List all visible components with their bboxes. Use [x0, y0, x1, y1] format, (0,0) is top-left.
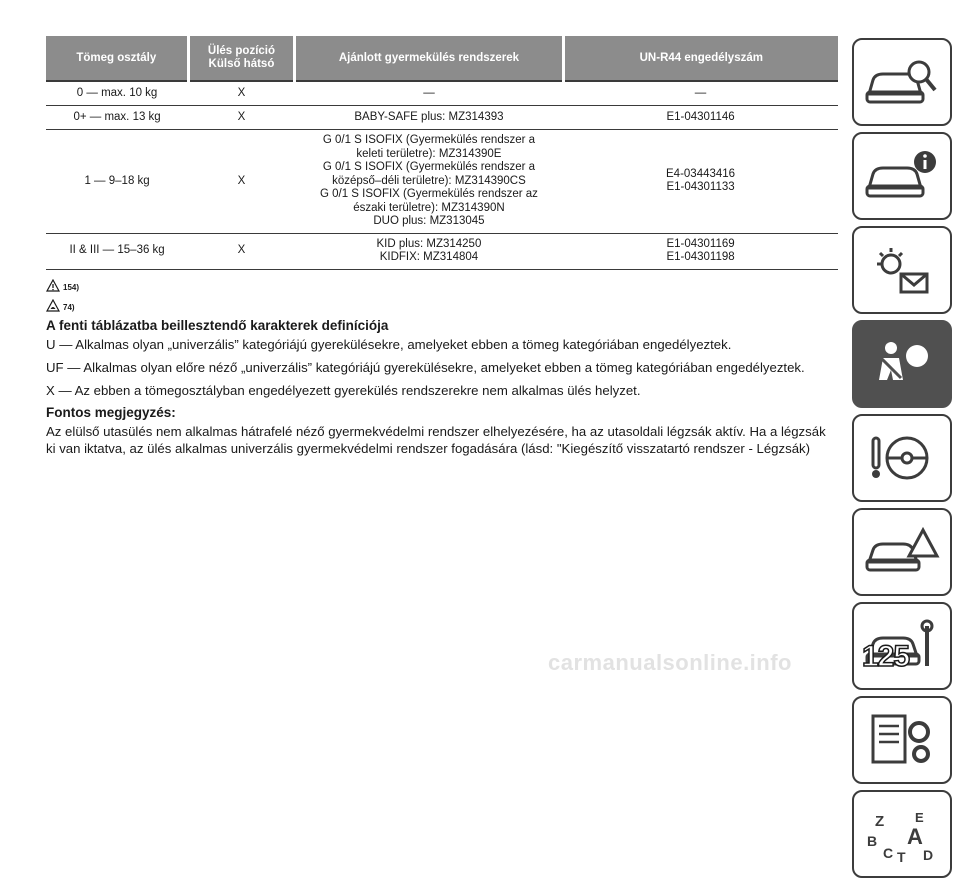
cell-position: X [188, 130, 295, 234]
system-line: — [423, 86, 435, 99]
cell-position: X [188, 233, 295, 269]
system-line: G 0/1 S ISOFIX (Gyermekülés rendszer az [319, 188, 538, 200]
system-line: középső–déli területre): MZ314390CS [332, 174, 526, 187]
cell-approvals [563, 233, 838, 269]
warning-triangle-icon [46, 279, 60, 292]
tab-car-overview[interactable] [852, 38, 952, 126]
warning-triangle-icon [863, 522, 941, 582]
tab-safety[interactable] [852, 320, 952, 408]
child-seat-table [46, 36, 838, 270]
header-seat-position-line1: Ülés pozíció [207, 45, 276, 57]
system-line: G 0/1 S ISOFIX (Gyermekülés rendszer a [322, 134, 536, 146]
caution-note [46, 298, 838, 312]
cell-mass: 0 — max. 10 kg [46, 81, 188, 106]
system-line: BABY-SAFE plus: MZ314393 [354, 110, 504, 123]
table-row [46, 81, 838, 106]
system-line: G 0/1 S ISOFIX (Gyermekülés rendszer a [322, 161, 536, 173]
table-row [46, 233, 838, 269]
cell-approvals [563, 106, 838, 130]
safety-airbag-icon [863, 334, 941, 394]
page-number: 125 [862, 640, 910, 673]
caution-triangle-icon [46, 299, 60, 312]
car-info-icon [863, 146, 941, 206]
tab-emergency[interactable] [852, 508, 952, 596]
cell-systems [295, 130, 563, 234]
important-text: Az elülső utasülés nem alkalmas hátrafelé néző gyermekvédelmi rendszer elhelyezésére, ha az utasoldali légzsák aktív. Ha a légzsák ki van iktatva, az ülés alkalmas univerzális gyermekvédelmi rendszer fogadására (lásd: "Kiegészítő visszatartó rendszer - Légzsák) [46, 423, 826, 456]
dashboard-lights-icon [863, 240, 941, 300]
note-references [46, 278, 838, 312]
warning-note [46, 278, 838, 292]
cell-systems [295, 233, 563, 269]
system-line: északi területre): MZ314390N [353, 201, 505, 214]
definitions-heading: A fenti táblázatba beillesztendő karakterek definíciója [46, 317, 389, 333]
tab-starting-driving[interactable] [852, 414, 952, 502]
svg-text:E: E [915, 810, 924, 825]
cell-approvals [563, 130, 838, 234]
svg-text:C: C [883, 845, 894, 861]
tab-technical-data[interactable] [852, 696, 952, 784]
cell-mass: II & III — 15–36 kg [46, 233, 188, 269]
svg-text:A: A [907, 824, 923, 849]
svg-text:D: D [923, 847, 934, 863]
approval-line: E1-04301146 [666, 110, 735, 123]
tab-dashboard-lights[interactable] [852, 226, 952, 314]
approval-line: — [694, 86, 707, 99]
svg-text:T: T [897, 849, 906, 864]
cell-mass: 0+ — max. 13 kg [46, 106, 188, 130]
cell-position: X [188, 81, 295, 106]
steering-wheel-icon [863, 428, 941, 488]
important-heading: Fontos megjegyzés: [46, 404, 176, 420]
table-row [46, 130, 838, 234]
cell-approvals [563, 81, 838, 106]
header-seat-position-line2: Külső hátsó [208, 58, 275, 70]
header-mass-class: Tömeg osztály [46, 36, 188, 81]
system-line: KID plus: MZ314250 [376, 237, 482, 250]
approval-line: E1-04301198 [666, 251, 735, 263]
svg-text:Z: Z [875, 813, 885, 830]
caution-ref: 74) [63, 302, 75, 312]
header-seat-position [188, 36, 295, 81]
cell-position: X [188, 106, 295, 130]
system-line: DUO plus: MZ313045 [373, 215, 485, 227]
table-row [46, 106, 838, 130]
system-line: KIDFIX: MZ314804 [379, 251, 479, 263]
index-icon [863, 804, 941, 864]
definition-u: U — Alkalmas olyan „univerzális” kategóriájú gyerekülésekre, amelyeket ebben a tömeg kategóriában engedélyeztek. [46, 336, 732, 352]
tab-index[interactable] [852, 790, 952, 878]
tab-getting-to-know[interactable] [852, 132, 952, 220]
header-approval-number: UN-R44 engedélyszám [563, 36, 838, 81]
cell-systems [295, 81, 563, 106]
approval-line: E4-03443416 [666, 167, 736, 180]
svg-text:B: B [867, 833, 878, 849]
definition-x: X — Az ebben a tömegosztályban engedélyezett gyerekülés rendszerekre nem alkalmas ülés helyzet. [46, 382, 641, 398]
system-line: keleti területre): MZ314390E [356, 147, 502, 160]
warning-ref: 154) [63, 282, 80, 292]
cell-systems [295, 106, 563, 130]
header-recommended-systems: Ajánlott gyermekülés rendszerek [295, 36, 563, 81]
main-content [46, 36, 838, 463]
cell-mass: 1 — 9–18 kg [46, 130, 188, 234]
watermark: carmanualsonline.info [548, 650, 792, 675]
car-search-icon [863, 52, 941, 112]
technical-data-icon [863, 710, 941, 770]
approval-line: E1-04301169 [666, 237, 735, 250]
chapter-tabs [852, 38, 955, 884]
approval-line: E1-04301133 [666, 181, 735, 194]
definition-uf: UF — Alkalmas olyan előre néző „univerzális” kategóriájú gyerekülésekre, amelyeket ebben a tömeg kategóriában engedélyeztek. [46, 359, 805, 375]
